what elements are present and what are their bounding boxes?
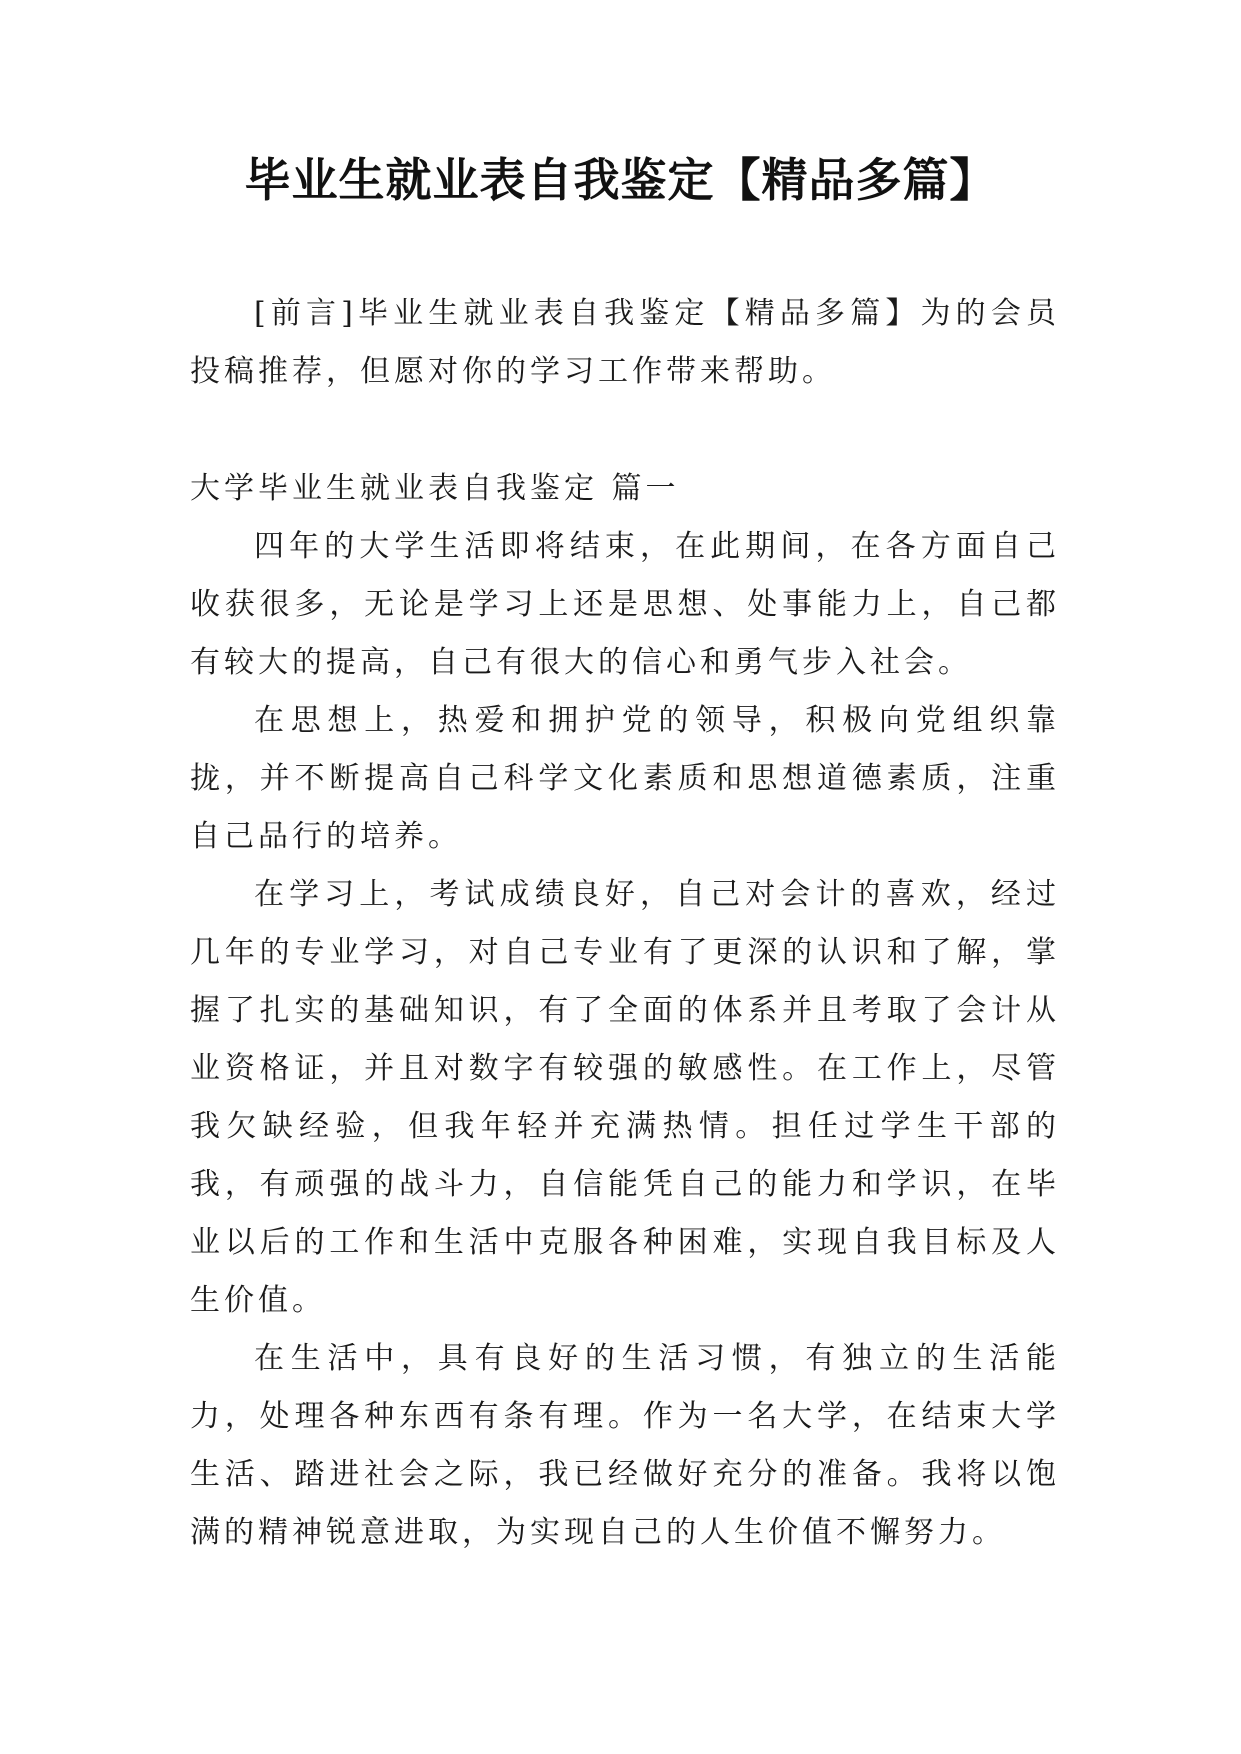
body-paragraph: 在思想上，热爱和拥护党的领导，积极向党组织靠拢，并不断提高自己科学文化素质和思想道德素质，注重自己品行的培养。 bbox=[190, 703, 1060, 854]
section-body bbox=[190, 518, 1060, 1562]
preface-paragraph: [前言]毕业生就业表自我鉴定【精品多篇】为的会员投稿推荐，但愿对你的学习工作带来帮助。 bbox=[190, 296, 1060, 389]
body-paragraph: 在生活中，具有良好的生活习惯，有独立的生活能力，处理各种东西有条有理。作为一名大学，在结束大学生活、踏进社会之际，我已经做好充分的准备。我将以饱满的精神锐意进取，为实现自己的人生价值不懈努力。 bbox=[190, 1341, 1060, 1550]
body-paragraph: 在学习上，考试成绩良好，自己对会计的喜欢，经过几年的专业学习，对自己专业有了更深的认识和了解，掌握了扎实的基础知识，有了全面的体系并且考取了会计从业资格证，并且对数字有较强的敏感性。在工作上，尽管我欠缺经验，但我年轻并充满热情。担任过学生干部的我，有顽强的战斗力，自信能凭自己的能力和学识，在毕业以后的工作和生活中克服各种困难，实现自我目标及人生价值。 bbox=[190, 877, 1060, 1318]
document-title: 毕业生就业表自我鉴定【精品多篇】 bbox=[244, 153, 997, 207]
body-paragraph: 四年的大学生活即将结束，在此期间，在各方面自己收获很多，无论是学习上还是思想、处事能力上，自己都有较大的提高，自己有很大的信心和勇气步入社会。 bbox=[190, 529, 1060, 680]
section-heading: 大学毕业生就业表自我鉴定 篇一 bbox=[190, 471, 680, 506]
